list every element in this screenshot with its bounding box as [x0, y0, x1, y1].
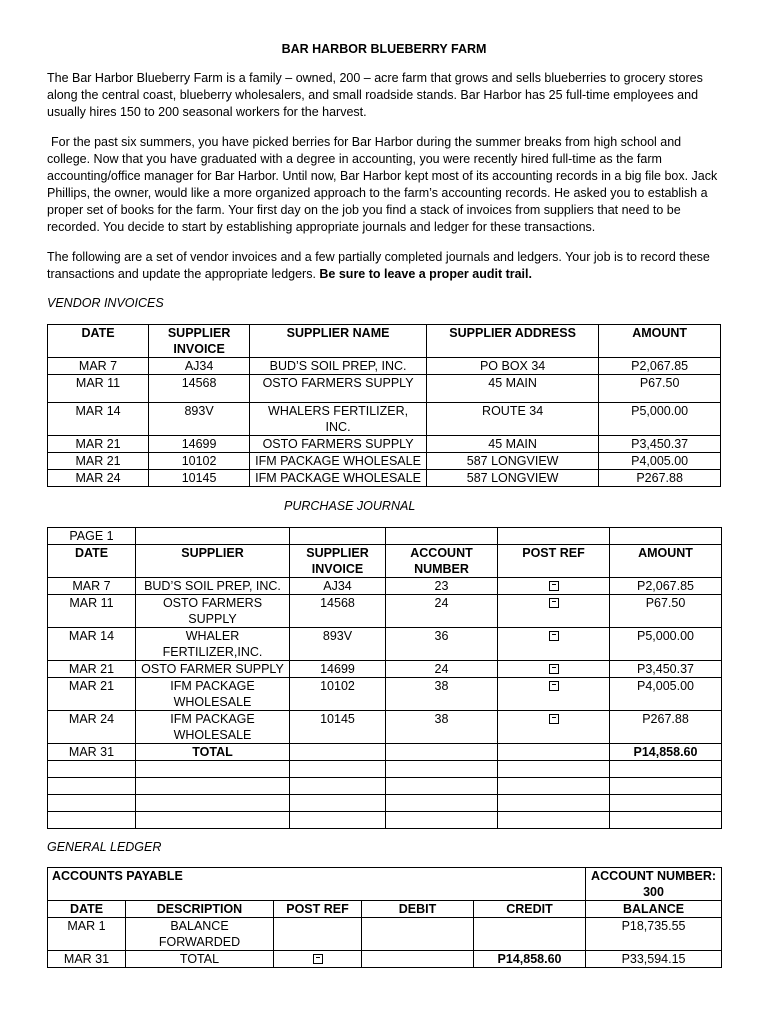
header-post-ref: POST REF	[274, 901, 362, 918]
supplier-cell: IFM PACKAGE WHOLESALE	[136, 711, 290, 744]
account-cell: 24	[386, 595, 498, 628]
invoice-cell: 10102	[149, 453, 250, 470]
account-cell: 38	[386, 711, 498, 744]
amount-cell: P267.88	[599, 470, 721, 487]
post-ref-checkbox-icon	[313, 954, 323, 964]
invoice-cell: 14699	[149, 436, 250, 453]
instruction-emphasis: Be sure to leave a proper audit trail.	[319, 267, 532, 281]
page-row	[48, 528, 722, 545]
purchase-journal-table	[47, 527, 722, 829]
debit-cell	[362, 918, 474, 951]
invoice-cell: 10145	[149, 470, 250, 487]
table-header-row	[48, 545, 722, 578]
supplier-cell: BUD’S SOIL PREP, INC.	[250, 358, 427, 375]
account-name: ACCOUNTS PAYABLE	[48, 868, 586, 901]
invoice-cell: 893V	[149, 403, 250, 436]
address-cell: 45 MAIN	[426, 375, 598, 403]
post-ref-cell	[498, 711, 610, 744]
invoice-cell: AJ34	[290, 578, 386, 595]
supplier-cell: OSTO FARMERS SUPPLY	[250, 436, 427, 453]
address-cell: 587 LONGVIEW	[426, 453, 598, 470]
date-cell: MAR 21	[48, 661, 136, 678]
table-row	[48, 711, 722, 744]
header-credit: CREDIT	[474, 901, 586, 918]
post-ref-checkbox-icon	[549, 631, 559, 641]
supplier-cell: BUD’S SOIL PREP, INC.	[136, 578, 290, 595]
supplier-cell: IFM PACKAGE WHOLESALE	[250, 453, 427, 470]
vendor-invoices-label: VENDOR INVOICES	[47, 296, 164, 310]
table-row	[48, 470, 721, 487]
post-ref-checkbox-icon	[549, 664, 559, 674]
header-supplier: SUPPLIER	[136, 545, 290, 578]
balance-cell: P33,594.15	[586, 951, 722, 968]
header-account-number: ACCOUNT NUMBER	[386, 545, 498, 578]
description-cell: TOTAL	[126, 951, 274, 968]
supplier-cell: OSTO FARMERS SUPPLY	[250, 375, 427, 403]
header-date: DATE	[48, 901, 126, 918]
amount-cell: P3,450.37	[599, 436, 721, 453]
post-ref-cell	[498, 595, 610, 628]
header-supplier-name: SUPPLIER NAME	[250, 325, 427, 358]
supplier-cell: OSTO FARMERS SUPPLY	[136, 595, 290, 628]
balance-cell: P18,735.55	[586, 918, 722, 951]
amount-cell: P67.50	[599, 375, 721, 403]
description-cell: BALANCE FORWARDED	[126, 918, 274, 951]
invoice-cell: 10145	[290, 711, 386, 744]
header-supplier-invoice: SUPPLIER INVOICE	[290, 545, 386, 578]
context-paragraph: For the past six summers, you have picked berries for Bar Harbor during the summer breaks from high school and college. Now that you have graduated with a degree in accounting, you were recently hired full-time as the farm accounting/office manager for Bar Harbor. Until now, Bar Harbor kept most of its accounting records in a big file box. Jack Phillips, the owner, would like a more organized approach to the farm’s accounting records. He asked you to establish a proper set of books for the farm. Your first day on the job you find a stack of invoices from suppliers that need to be recorded. You decide to start by establishing appropriate journals and ledger for these transactions.	[47, 135, 718, 234]
blank-row	[48, 778, 722, 795]
header-debit: DEBIT	[362, 901, 474, 918]
page-number: PAGE 1	[48, 528, 136, 545]
blank-row	[48, 795, 722, 812]
table-row	[48, 578, 722, 595]
invoice-cell: 14568	[290, 595, 386, 628]
table-header-row	[48, 325, 721, 358]
blank-row	[48, 761, 722, 778]
supplier-cell: IFM PACKAGE WHOLESALE	[250, 470, 427, 487]
table-row	[48, 436, 721, 453]
table-row	[48, 918, 722, 951]
invoice-cell: 14699	[290, 661, 386, 678]
account-cell: 24	[386, 661, 498, 678]
amount-cell: P267.88	[610, 711, 722, 744]
supplier-cell: IFM PACKAGE WHOLESALE	[136, 678, 290, 711]
date-cell: MAR 24	[48, 470, 149, 487]
amount-cell: P3,450.37	[610, 661, 722, 678]
account-number: ACCOUNT NUMBER: 300	[586, 868, 722, 901]
header-amount: AMOUNT	[599, 325, 721, 358]
account-cell: 38	[386, 678, 498, 711]
post-ref-cell	[274, 918, 362, 951]
table-row	[48, 403, 721, 436]
post-ref-cell	[498, 678, 610, 711]
account-cell: 23	[386, 578, 498, 595]
table-row	[48, 628, 722, 661]
general-ledger-label: GENERAL LEDGER	[47, 840, 162, 854]
date-cell: MAR 31	[48, 951, 126, 968]
table-row	[48, 375, 721, 403]
amount-cell: P5,000.00	[610, 628, 722, 661]
date-cell: MAR 11	[48, 595, 136, 628]
header-post-ref: POST REF	[498, 545, 610, 578]
date-cell: MAR 14	[48, 403, 149, 436]
header-supplier-invoice: SUPPLIER INVOICE	[149, 325, 250, 358]
post-ref-cell	[498, 578, 610, 595]
header-amount: AMOUNT	[610, 545, 722, 578]
table-row	[48, 358, 721, 375]
post-ref-checkbox-icon	[549, 581, 559, 591]
date-cell: MAR 21	[48, 436, 149, 453]
date-cell: MAR 11	[48, 375, 149, 403]
purchase-journal-label: PURCHASE JOURNAL	[284, 499, 416, 513]
supplier-cell: WHALER FERTILIZER,INC.	[136, 628, 290, 661]
post-ref-checkbox-icon	[549, 681, 559, 691]
address-cell: ROUTE 34	[426, 403, 598, 436]
amount-cell: P67.50	[610, 595, 722, 628]
address-cell: 587 LONGVIEW	[426, 470, 598, 487]
table-row	[48, 951, 722, 968]
general-ledger-table	[47, 867, 722, 968]
total-date: MAR 31	[48, 744, 136, 761]
credit-cell: P14,858.60	[474, 951, 586, 968]
total-row	[48, 744, 722, 761]
vendor-invoices-table	[47, 324, 721, 487]
post-ref-checkbox-icon	[549, 714, 559, 724]
instruction-text: The following are a set of vendor invoices and a few partially completed journals and ledgers. Your job is to record these transactions and update the appropriate ledgers.	[47, 250, 710, 281]
table-row	[48, 595, 722, 628]
header-date: DATE	[48, 545, 136, 578]
header-supplier-address: SUPPLIER ADDRESS	[426, 325, 598, 358]
post-ref-cell	[498, 628, 610, 661]
debit-cell	[362, 951, 474, 968]
amount-cell: P5,000.00	[599, 403, 721, 436]
invoice-cell: 893V	[290, 628, 386, 661]
invoice-cell: AJ34	[149, 358, 250, 375]
blank-row	[48, 812, 722, 829]
date-cell: MAR 21	[48, 453, 149, 470]
amount-cell: P4,005.00	[599, 453, 721, 470]
date-cell: MAR 1	[48, 918, 126, 951]
account-header-row	[48, 868, 722, 901]
credit-cell	[474, 918, 586, 951]
address-cell: 45 MAIN	[426, 436, 598, 453]
header-balance: BALANCE	[586, 901, 722, 918]
post-ref-cell	[498, 661, 610, 678]
amount-cell: P4,005.00	[610, 678, 722, 711]
table-row	[48, 678, 722, 711]
post-ref-cell	[274, 951, 362, 968]
total-amount: P14,858.60	[610, 744, 722, 761]
amount-cell: P2,067.85	[610, 578, 722, 595]
table-row	[48, 453, 721, 470]
post-ref-checkbox-icon	[549, 598, 559, 608]
header-description: DESCRIPTION	[126, 901, 274, 918]
invoice-cell: 14568	[149, 375, 250, 403]
instruction-paragraph	[47, 249, 721, 283]
account-cell: 36	[386, 628, 498, 661]
date-cell: MAR 7	[48, 358, 149, 375]
total-label: TOTAL	[136, 744, 290, 761]
header-date: DATE	[48, 325, 149, 358]
table-row	[48, 661, 722, 678]
date-cell: MAR 14	[48, 628, 136, 661]
date-cell: MAR 24	[48, 711, 136, 744]
invoice-cell: 10102	[290, 678, 386, 711]
date-cell: MAR 21	[48, 678, 136, 711]
address-cell: PO BOX 34	[426, 358, 598, 375]
supplier-cell: WHALERS FERTILIZER, INC.	[250, 403, 427, 436]
amount-cell: P2,067.85	[599, 358, 721, 375]
intro-paragraph: The Bar Harbor Blueberry Farm is a family – owned, 200 – acre farm that grows and sells blueberries to grocery stores along the central coast, blueberry wholesalers, and small roadside stands. Bar Harbor has 25 full-time employees and usually hires 150 to 200 seasonal workers for the harvest.	[47, 71, 703, 119]
document-title: BAR HARBOR BLUEBERRY FARM	[281, 42, 487, 56]
table-header-row	[48, 901, 722, 918]
date-cell: MAR 7	[48, 578, 136, 595]
supplier-cell: OSTO FARMER SUPPLY	[136, 661, 290, 678]
